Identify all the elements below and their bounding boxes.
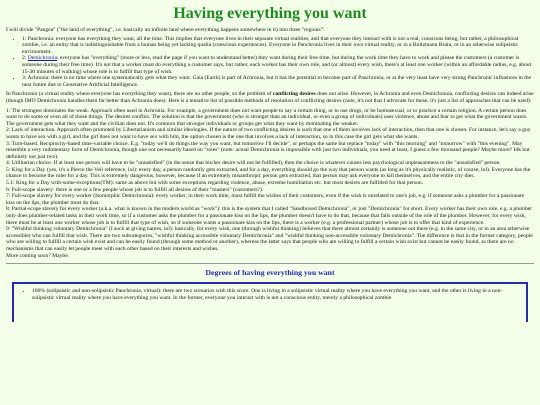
methods-list — [6, 108, 534, 260]
list-item: 3: Turn-based. Reciprocity-based time-variable choice. E.g. "today we'll do things the way you want, but tomorrow I'll decide", or perhaps the same but replace "today" with "this morning" and "tomorrow" with "this evening". May resemble a very rudimentary form of Demichronia, though one not necessarily based on "roles" (note: actual Demichronia is impossible with just two individuals, you need at least, I guess a few thousand people? Maybe more? Idk but definitely not just two). — [6, 140, 530, 160]
list-item: 2: Lack of interaction. Approach often promoted by Libertarianism and similar ideologies. If the nature of two conflicting desires is such that one of them involves lack of interaction, then that one is chosen. For instance, let's say a guy wants to have sex with a girl, and the girl does not want to have sex with him, the option chosen is the one that involves a lack of interaction, so in this case the girl gets what she wants. — [6, 127, 531, 140]
list-item: • 3: Achronia: there is no time where one systematically gets what they want. Gaia (Earth) is part of Achronia, but it has the potential to become part of Panchronia, or at the very least have very strong Panchronic influences in the near future due to Generative Artificial Intelligence. — [22, 75, 534, 88]
list-item: 1: The strongest dominates the weak. Approach often used in Achronia. For example, a government does not want people to say a certain thing, or to use drugs, or be homosexual, or to practice a certain religion. A certain person does want to do some or even all of those things. The desires conflict. The solution is that the government (who is stronger than an individual, or even a group of individuals) uses violence, abuse and fear to get what the government wants. The government gets what they want and the civilian does not. It's common that stronger individuals or groups get what they want by dominating the weaker. — [6, 107, 528, 127]
list-item: 9: "Wishful thinking voluntary Demichronia" (I suck at giving names, lol): basically, for every wish, one (through wishful thinking) believes that there almost certainly is someone out there (e.g. in the same city, or in an area otherwise accessible) who can fulfill that wish. There are two subcategories, "wishful thinking accessible voluntary Demichronia" and "wishful thinking non-accessible voluntary Demichronia". The difference is that in the former category, people who are willing to fulfill a certain wish exist and can be easily found (through some method or another), whereas the latter says that people who are willing to fulfill a certain wish exist but cannot be easily found, as there are no mechanisms that can easily let people meet with each other based on their interests and wishes. — [6, 226, 533, 252]
degrees-box — [12, 282, 528, 322]
list-item: 4: Utilitarian choice. If at least one person will have to be "unsatisfied" (in the sense that his/her desire will not be fulfilled), then the choice is whatever causes less psychological unpleasantness to the "unsatisfied" person. — [6, 160, 501, 167]
degrees-heading: Degrees of having everything you want — [205, 268, 335, 278]
regions-list — [6, 36, 534, 89]
list-item: 5: King for a Day (yes, it's a Pierce the Veil reference, lol): every day, a person randomly gets extracted, and for a day, everything should go the way that person wants (as long as it's physically realistic, of course, lol). Everyone has the chance to become the ruler for a day. This is extremely dangerous, however, because if an extremely misanthropic person gets extracted, that person may ask everyone to kill themselves, and the entire city dies. — [6, 166, 531, 180]
conflicting-desires-paragraph: In Panchronia (a virtual reality where everyone has everything they want), there are no other people, so the problem of conflicting desires does not arise. However, in Achronia and even Demichronia, conflicting desires can indeed arise (though IMO Demichronia handles them far better than Achronia does). Here is a tentative list of possible methods of resolution of conflicting desires (note, it's not that I advocate for these, it's just a list of approaches that can be used): — [6, 91, 534, 104]
list-item: More coming soon? Maybe. — [6, 252, 70, 259]
list-item: • 2: Demichronia: everyone has "everything" (more or less, read the page if you want to understand better) they want during their free time, but during the work time they have to work and please the customers (a customer is someone during their free time). It's not that a worker must do everything a customer says, but rather, each worker has their own role, and (or almost) every wish, there's at least one worker (within an affordable radius, e.g. about 15-30 minutes of walking) whose role is to fulfill that type of wish. — [22, 55, 534, 75]
intro-paragraph: I will divide "Pangea" ("the land of everything", i.e. basically an infinite land where everything happens somewhere in it) into three "regions": — [6, 27, 325, 33]
list-item: 8: Partial-scope slavery for every worker (a.k.a. what is known in the modern world as "work"): this is the system that I called "Sandboxed Demichronia", or just "Demichronia" for short. Every worker has their own role, e.g. a plumber only does plumber-related tasks in their work time, so if a customer asks the plumber for a passionate kiss on the lips, the plumber doesn't have to do that, because that falls outside of the role of the plumber. However, for every wish, there must be at least one worker whose job is to fulfill that type of wish, so if someone wants a passionate kiss on the lips, there is a worker (e.g. a professional partner) whose job is to offer that kind of experience. — [6, 206, 533, 226]
list-item: • 100% (solipsistic and non-solipsistic Panchronia, virtual): there are two scenarios with this score. One is living in a solipsistic virtual reality where you have everything you want, and the other is living in a non-solipsistic virtual reality where you have everything you want. In the former, everyone you interact with is not a conscious entity, merely a philosophical zombie — [32, 288, 522, 301]
list-item: • 1: Panchronia: everyone has everything they want, all the time. This implies that everyone lives in their separate virtual realities, and that everyone they interact with is not a real, conscious being, but rather, a philosophical zombie, i.e. an entity that is indistinguishable from a human being yet lacking qualia (conscious experiences). Everyone in Panchronia lives in their own virtual reality, or in a Boltzmann Brain, or in an otherwise solipsistic environment. — [22, 36, 534, 56]
divider — [6, 263, 534, 264]
list-item: 7: Full-scope slavery for every worker (Isomorphic Demichronia): every worker, in their work time, must fulfill the wishes of their customers, even if the wish is unrelated to one's job, e.g. if someone asks a plumber for a passionate kiss on the lips, the plumber must do that. — [6, 193, 525, 206]
degrees-list — [18, 288, 522, 301]
page-title: Having everything you want — [173, 5, 367, 22]
list-item: 5.1: King for a Day with-some-exceptions(TM): same as above but with some exceptions regarding violence, abuse, extreme humiliation etc. but most desires are fulfilled for that person. — [6, 180, 424, 187]
demichronia-link[interactable]: Demichronia — [27, 55, 57, 62]
list-item: 6: Full-scope slavery: there is one or a few people whose job is to fulfill all desires of their "masters" (customers?). — [6, 186, 264, 193]
conflicting-desires-bold: conflicting desires — [272, 91, 316, 98]
